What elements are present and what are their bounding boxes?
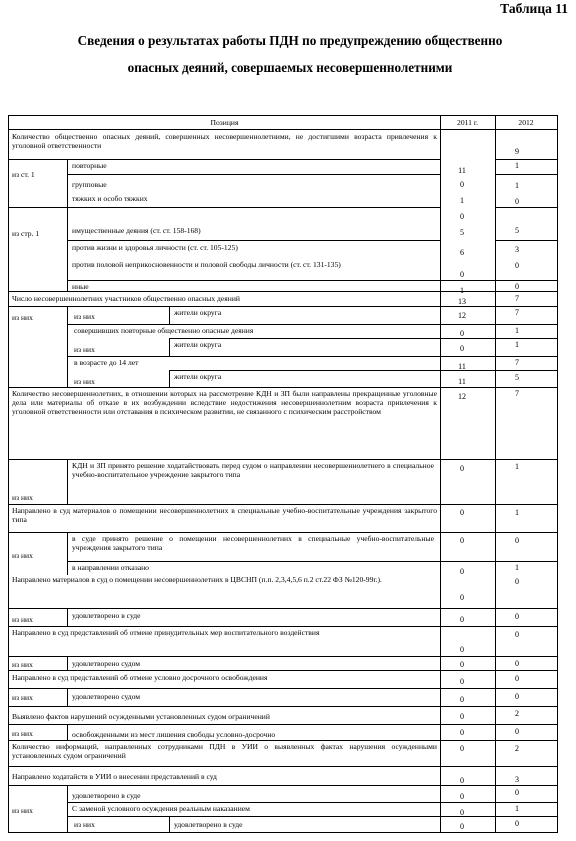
row-text: жители округа [174,308,222,317]
table-row [9,459,557,504]
row-group-label: из стр. 1 [12,229,40,238]
value-2012: 7 [515,308,519,317]
row-text: КДН и ЗП принято решение ходатайствовать перед судом о направлении несовершеннолетнего в специальное учебно-воспитательное учреждение закрытого типа [72,461,434,479]
value-2012: 0 [515,659,519,668]
value-2012: 7 [515,294,519,303]
value-2012: 0 [515,197,519,206]
value-2011: 0 [460,712,464,721]
row-text: Количество общественно опасных деяний, совершенных несовершеннолетними, не достигшими возраста привлечения к уголовной ответственности [12,132,437,150]
row-sub-label: из них [74,377,95,386]
report-title-line-2: опасных деяний, совершаемых несовершеннолетними [127,60,453,75]
value-2011: 1 [460,196,464,205]
table-row [9,656,557,670]
table-row [9,688,557,706]
row-sub-label: из них [74,312,95,321]
value-2012: 1 [515,462,519,471]
row-group-label: из них [12,493,33,502]
value-2012: 1 [515,340,519,349]
value-2012: 0 [515,788,519,797]
row-text: повторные [72,161,107,170]
row-group-label: из них [12,729,33,738]
row-text: в направлении отказано [72,563,149,572]
row-group-label: из них [12,313,33,322]
row-text: Количество информаций, направленных сотрудниками ПДН в УИИ о выявленных фактах нарушения осужденными установленных судом ограничений [12,742,437,760]
value-2012: 9 [515,147,519,156]
row-group-label: из них [12,615,33,624]
row-text: против жизни и здоровья личности (ст. ст. 105-125) [72,243,238,252]
value-2011: 11 [458,377,466,386]
value-2011: 0 [460,567,464,576]
value-2011: 11 [458,362,466,371]
row-text: Направлено в суд представлений об отмене условно досрочного освобождения [12,673,268,682]
header-2012: 2012 [518,118,534,127]
report-title-line-1: Сведения о результатах работы ПДН по предупреждению общественно [77,33,503,48]
row-text: групповые [72,180,107,189]
table-row [9,291,557,387]
row-text: в суде принято решение о помещении несовершеннолетних в специальные учебно-воспитательные учреждения закрытого типа [72,534,434,552]
value-2011: 11 [458,166,466,175]
value-2011: 0 [460,776,464,785]
value-2011: 0 [460,615,464,624]
value-2011: 0 [460,508,464,517]
table-row [9,740,557,766]
row-group-label: из них [12,693,33,702]
value-2011: 0 [460,822,464,831]
value-2012: 0 [515,674,519,683]
value-2012: 0 [515,819,519,828]
row-text: Направлено материалов в суд о помещении несовершеннолетних в ЦВСНП (п.п. 2,3,4,5,6 п.2 ст.22 ФЗ №120-99г.). [12,575,382,584]
row-text: освобожденными из мест лишения свободы условно-досрочно [72,730,276,739]
results-table [8,115,558,833]
row-text: в возрасте до 14 лет [74,358,139,367]
value-2012: 0 [515,630,519,639]
value-2012: 1 [515,563,519,572]
value-2011: 0 [460,329,464,338]
row-text: совершивших повторные общественно опасные деяния [74,326,254,335]
row-text: С заменой условного осуждения реальным наказанием [72,804,250,813]
row-text: Выявлено фактов нарушений осужденными установленных судом ограничений [12,712,270,721]
value-2012: 0 [515,282,519,291]
row-text: Количество несовершеннолетних, в отношении которых на рассмотрение КДН и ЗП были направлены прекращенные уголовные дела или материалы об отказе в их возбуждении вследствие недостижения несовершеннолетним возраста привлечения к уголовной ответственности или отставания в психическом развитии, не связанного с психическим расстройством [12,389,437,416]
row-group-label: из ст. 1 [12,170,35,179]
value-2012: 2 [515,744,519,753]
row-text: удовлетворено судом [72,692,141,701]
row-text: удовлетворено судом [72,659,141,668]
value-2011: 0 [460,808,464,817]
value-2011: 0 [460,645,464,654]
row-text: тяжких и особо тяжких [72,194,148,203]
value-2012: 3 [515,775,519,784]
value-2012: 1 [515,508,519,517]
row-text: Направлено в суд материалов о помещении несовершеннолетних в специальные учебно-воспитательные учреждения закрытого типа [12,506,437,524]
table-number-label: Таблица 11 [500,1,568,16]
table-row [9,706,557,724]
value-2012: 0 [515,612,519,621]
row-text: жители округа [174,340,222,349]
value-2012: 1 [515,326,519,335]
value-2012: 0 [515,577,519,586]
row-text: иные [72,282,89,291]
value-2011: 5 [460,228,464,237]
value-2012: 0 [515,536,519,545]
value-2011: 0 [460,270,464,279]
value-2012: 2 [515,709,519,718]
value-2012: 0 [515,692,519,701]
value-2012: 0 [515,261,519,270]
value-2011: 0 [460,464,464,473]
table-row [9,724,557,740]
value-2011: 0 [460,344,464,353]
value-2012: 1 [515,161,519,170]
row-sub-label: из них [74,345,95,354]
value-2012: 5 [515,373,519,382]
row-group-label: из них [12,551,33,560]
value-2011: 0 [460,677,464,686]
row-sub-label: из них [74,820,95,829]
value-2012: 7 [515,389,519,398]
table-row [9,504,557,532]
table-row [9,785,557,833]
row-group-label: из них [12,806,33,815]
value-2011: 13 [458,297,466,306]
value-2012: 7 [515,358,519,367]
header-2011: 2011 г. [457,118,478,127]
row-group-label: из них [12,660,33,669]
value-2011: 0 [460,180,464,189]
value-2012: 3 [515,245,519,254]
row-text: удовлетворено в суде [174,820,243,829]
value-2011: 12 [458,392,466,401]
value-2011: 0 [460,660,464,669]
row-text: Число несовершеннолетних участников общественно опасных деяний [12,294,240,303]
value-2011: 1 [460,286,464,295]
value-2011: 0 [460,593,464,602]
table-row [9,129,557,295]
row-text: Направлено ходатайств в УИИ о внесении представлений в суд [12,772,217,781]
value-2012: 1 [515,804,519,813]
value-2011: 0 [460,744,464,753]
value-2011: 0 [460,728,464,737]
table-row [9,626,557,656]
row-text: Направлено в суд представлений об отмене принудительных мер воспитательного воздействия [12,628,320,637]
value-2012: 1 [515,181,519,190]
value-2012: 0 [515,727,519,736]
header-position: Позиция [210,118,239,127]
table-row [9,387,557,459]
row-text: жители округа [174,372,222,381]
table-header-row [9,115,557,129]
table-row [9,766,557,785]
value-2011: 0 [460,212,464,221]
value-2012: 5 [515,226,519,235]
value-2011: 0 [460,536,464,545]
row-text: удовлетворено в суде [72,611,141,620]
value-2011: 0 [460,695,464,704]
row-text: удовлетворено в суде [72,791,141,800]
value-2011: 6 [460,248,464,257]
table-row [9,608,557,626]
value-2011: 12 [458,311,466,320]
table-row [9,532,557,608]
table-row [9,670,557,688]
row-text: против половой неприкосновенности и половой свободы личности (ст. ст. 131-135) [72,260,341,269]
value-2011: 0 [460,792,464,801]
row-text: имущественные деяния (ст. ст. 158-168) [72,226,201,235]
